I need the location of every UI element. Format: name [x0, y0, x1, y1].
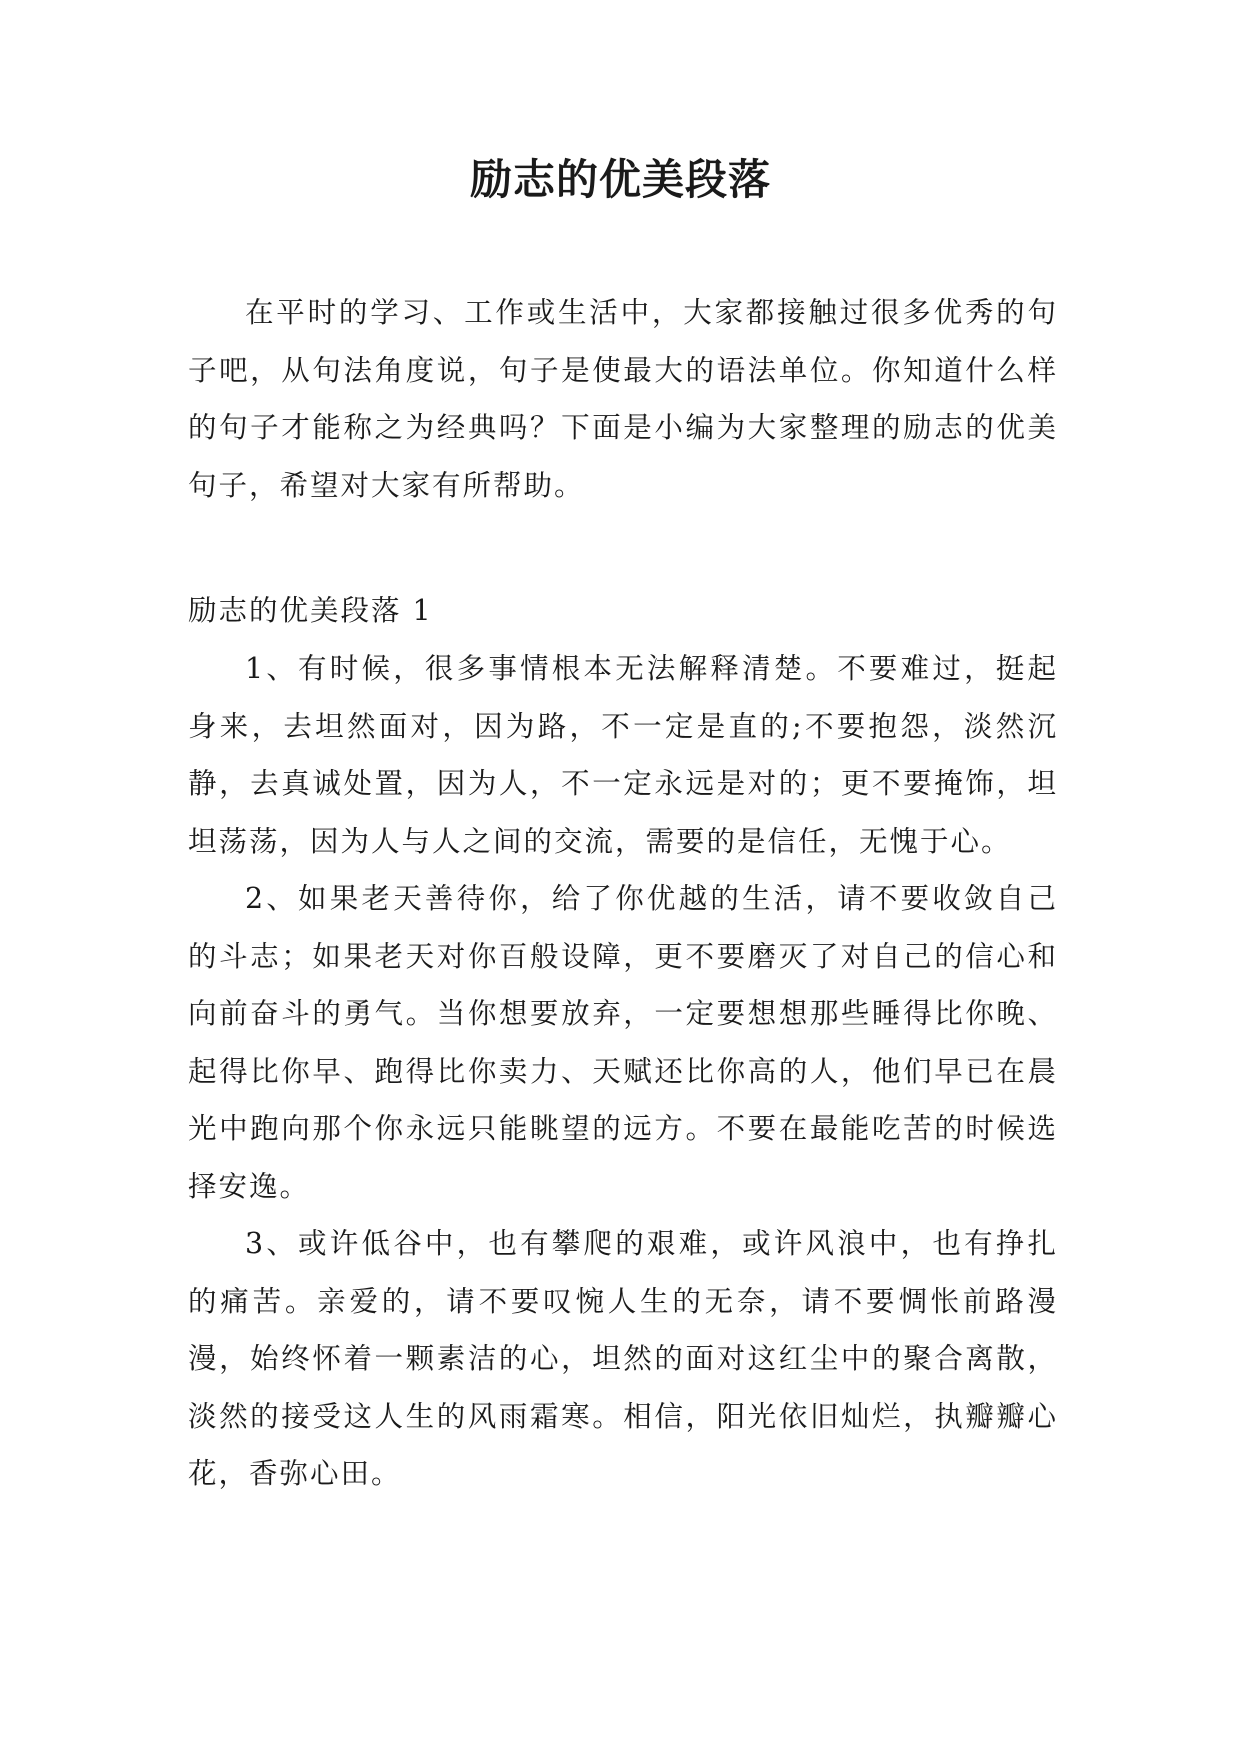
paragraph-list — [188, 640, 1058, 1503]
intro-paragraph: 在平时的学习、工作或生活中，大家都接触过很多优秀的句子吧，从句法角度说，句子是使最大的语法单位。你知道什么样的句子才能称之为经典吗？下面是小编为大家整理的励志的优美句子，希望对大家有所帮助。 — [188, 296, 1058, 502]
list-item: 3、或许低谷中，也有攀爬的艰难，或许风浪中，也有挣扎的痛苦。亲爱的，请不要叹惋人生的无奈，请不要惆怅前路漫漫，始终怀着一颗素洁的心，坦然的面对这红尘中的聚合离散，淡然的接受这人生的风雨霜寒。相信，阳光依旧灿烂，执瓣瓣心花，香弥心田。 — [188, 1227, 1058, 1490]
list-item: 2、如果老天善待你，给了你优越的生活，请不要收敛自己的斗志；如果老天对你百般设障，更不要磨灭了对自己的信心和向前奋斗的勇气。当你想要放弃，一定要想想那些睡得比你晚、起得比你早、跑得比你卖力、天赋还比你高的人，他们早已在晨光中跑向那个你永远只能眺望的远方。不要在最能吃苦的时候选择安逸。 — [188, 882, 1058, 1203]
page-title: 励志的优美段落 — [469, 155, 771, 204]
list-item: 1、有时候，很多事情根本无法解释清楚。不要难过，挺起身来，去坦然面对，因为路，不一定是直的;不要抱怨，淡然沉静，去真诚处置，因为人，不一定永远是对的；更不要掩饰，坦坦荡荡，因为人与人之间的交流，需要的是信任，无愧于心。 — [188, 652, 1058, 858]
section-heading: 励志的优美段落 1 — [188, 594, 433, 627]
